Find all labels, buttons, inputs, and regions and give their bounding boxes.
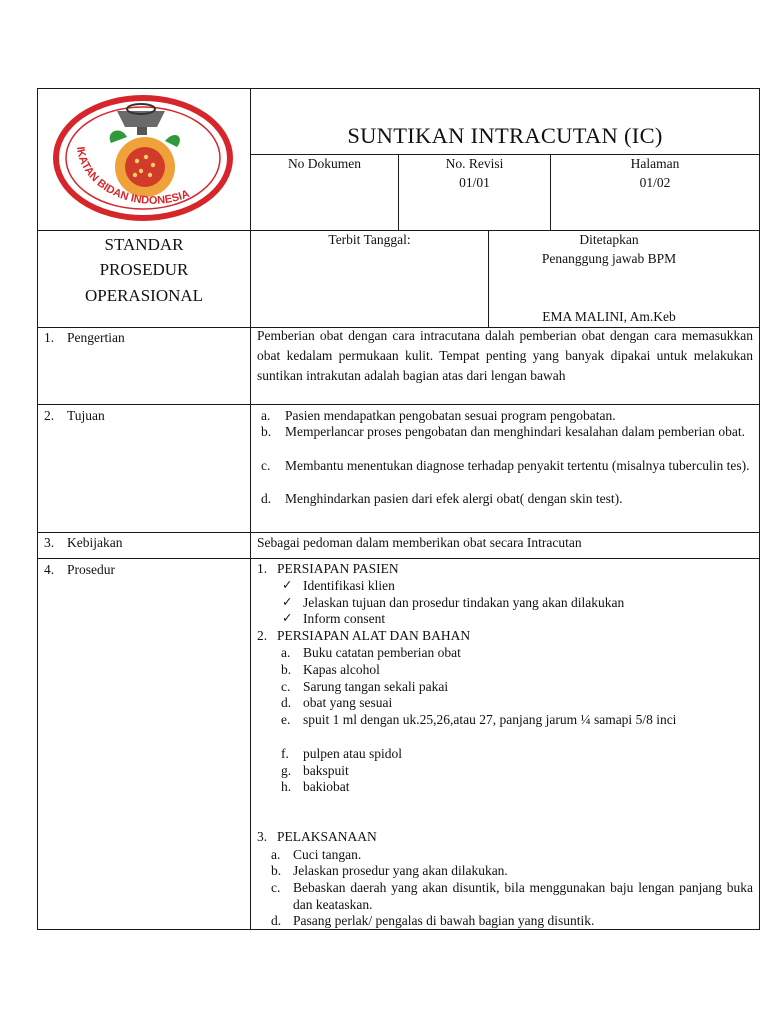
ikatan-bidan-indonesia-logo: [47, 95, 239, 225]
list-item: [271, 846, 753, 863]
section-label: Kebijakan: [67, 535, 123, 550]
section-label: Pengertian: [67, 330, 125, 345]
list-marker: e.: [281, 712, 291, 727]
list-item: [271, 862, 753, 879]
list-item: [261, 407, 753, 424]
section-number: 4.: [44, 562, 55, 577]
list-item: [281, 711, 753, 745]
revision-label: No. Revisi: [445, 156, 504, 171]
section-number: 2.: [44, 408, 55, 423]
list-marker: g.: [281, 763, 292, 778]
list-marker: d.: [271, 913, 282, 928]
page-title: SUNTIKAN INTRACUTAN (IC): [347, 123, 663, 148]
list-text: pulpen atau spidol: [303, 746, 402, 761]
list-item: [261, 423, 753, 457]
row-divider: [37, 532, 760, 533]
list-text: Sarung tangan sekali pakai: [303, 679, 449, 694]
checkmark-icon: ✓: [282, 610, 293, 625]
section-number: 1.: [44, 330, 55, 345]
list-item: [261, 490, 753, 507]
list-marker: a.: [261, 408, 271, 423]
list-text: Memperlancar proses pengobatan dan menghindari kesalahan dalam pemberian obat.: [285, 424, 745, 439]
list-text: obat yang sesuai: [303, 695, 393, 710]
list-item: [281, 745, 753, 762]
list-item: [281, 678, 753, 695]
list-item: [281, 694, 753, 711]
penanggung-jawab-label: Penanggung jawab BPM: [541, 251, 677, 266]
list-text: bakiobat: [303, 779, 350, 794]
column-divider: [250, 88, 251, 930]
row-divider: [37, 404, 760, 405]
page-label: Halaman: [630, 156, 680, 171]
table-border-left: [37, 88, 38, 930]
list-text: Bebaskan daerah yang akan disuntik, bila menggunakan baju lengan panjang buka dan keataskan.: [293, 880, 753, 912]
sop-title-line2: PROSEDUR: [99, 260, 189, 279]
list-marker: f.: [281, 746, 289, 761]
list-text: Menghindarkan pasien dari efek alergi obat( dengan skin test).: [285, 491, 623, 506]
logo-org-name: IKATAN BIDAN INDONESIA: [73, 146, 192, 207]
list-text: Pasien mendapatkan pengobatan sesuai program pengobatan.: [285, 408, 616, 423]
list-text: Jelaskan prosedur yang akan dilakukan.: [293, 863, 508, 878]
ditetapkan-label: Ditetapkan: [579, 232, 639, 247]
section-label: Tujuan: [67, 408, 105, 423]
checklist-item: Inform consent: [303, 611, 386, 626]
list-text: Buku catatan pemberian obat: [303, 645, 461, 660]
list-text: Kapas alcohol: [303, 662, 380, 677]
section-label: Prosedur: [67, 562, 115, 577]
checkmark-icon: ✓: [282, 594, 293, 609]
signer-name: EMA MALINI, Am.Keb: [542, 309, 676, 324]
sop-title-line1: STANDAR: [104, 235, 184, 254]
logo: [47, 95, 239, 225]
subsection-title: PERSIAPAN PASIEN: [277, 561, 399, 576]
list-marker: a.: [281, 645, 291, 660]
checklist-item: Jelaskan tujuan dan prosedur tindakan yang akan dilakukan: [303, 595, 625, 610]
subsection-title: PERSIAPAN ALAT DAN BAHAN: [277, 628, 471, 643]
list-marker: a.: [271, 847, 281, 862]
terbit-tanggal-label: Terbit Tanggal:: [328, 232, 411, 247]
sop-title-line3: OPERASIONAL: [84, 286, 204, 305]
list-text: spuit 1 ml dengan uk.25,26,atau 27, panjang jarum ¼ samapi 5/8 inci: [303, 712, 677, 727]
table-border-bottom: [37, 929, 760, 930]
page-value: 01/02: [639, 175, 671, 190]
list-text: Pasang perlak/ pengalas di bawah bagian yang disuntik.: [293, 913, 595, 928]
list-marker: c.: [271, 880, 281, 895]
list-item: [271, 912, 753, 929]
section-number: 3.: [44, 535, 55, 550]
list-marker: c.: [261, 458, 271, 473]
doc-number-label: No Dokumen: [287, 156, 362, 171]
list-item: [271, 879, 753, 913]
list-marker: c.: [281, 679, 291, 694]
list-marker: h.: [281, 779, 292, 794]
list-text: Cuci tangan.: [293, 847, 362, 862]
row-divider: [37, 558, 760, 559]
list-marker: b.: [271, 863, 282, 878]
list-text: Membantu menentukan diagnose terhadap penyakit tertentu (misalnya tuberculin tes).: [285, 458, 750, 473]
revision-value: 01/01: [459, 175, 490, 190]
subsection-marker: 2.: [257, 628, 268, 643]
list-marker: d.: [281, 695, 292, 710]
subsection-marker: 1.: [257, 561, 268, 576]
subsection-marker: 3.: [257, 829, 268, 844]
checkmark-icon: ✓: [282, 577, 293, 592]
list-item: [281, 661, 753, 678]
list-item: [281, 778, 753, 795]
list-item: [281, 644, 753, 661]
kebijakan-text: Sebagai pedoman dalam memberikan obat secara Intracutan: [257, 535, 582, 550]
list-marker: d.: [261, 491, 272, 506]
list-marker: b.: [281, 662, 292, 677]
subsection-title: PELAKSANAAN: [277, 829, 377, 844]
pengertian-text: Pemberian obat dengan cara intracutana dalah pemberian obat dengan cara memasukkan obat kedalam permukaan kulit. Tempat penting yang banyak dipakai untuk melakukan suntikan intrakutan adalah bagian atas dari lengan bawah: [257, 328, 753, 383]
list-marker: b.: [261, 424, 272, 439]
checklist-item: Identifikasi klien: [303, 578, 395, 593]
table-border-top: [37, 88, 760, 89]
list-text: bakspuit: [303, 763, 349, 778]
list-item: [281, 762, 753, 779]
table-border-right: [759, 88, 760, 930]
list-item: [261, 457, 753, 491]
